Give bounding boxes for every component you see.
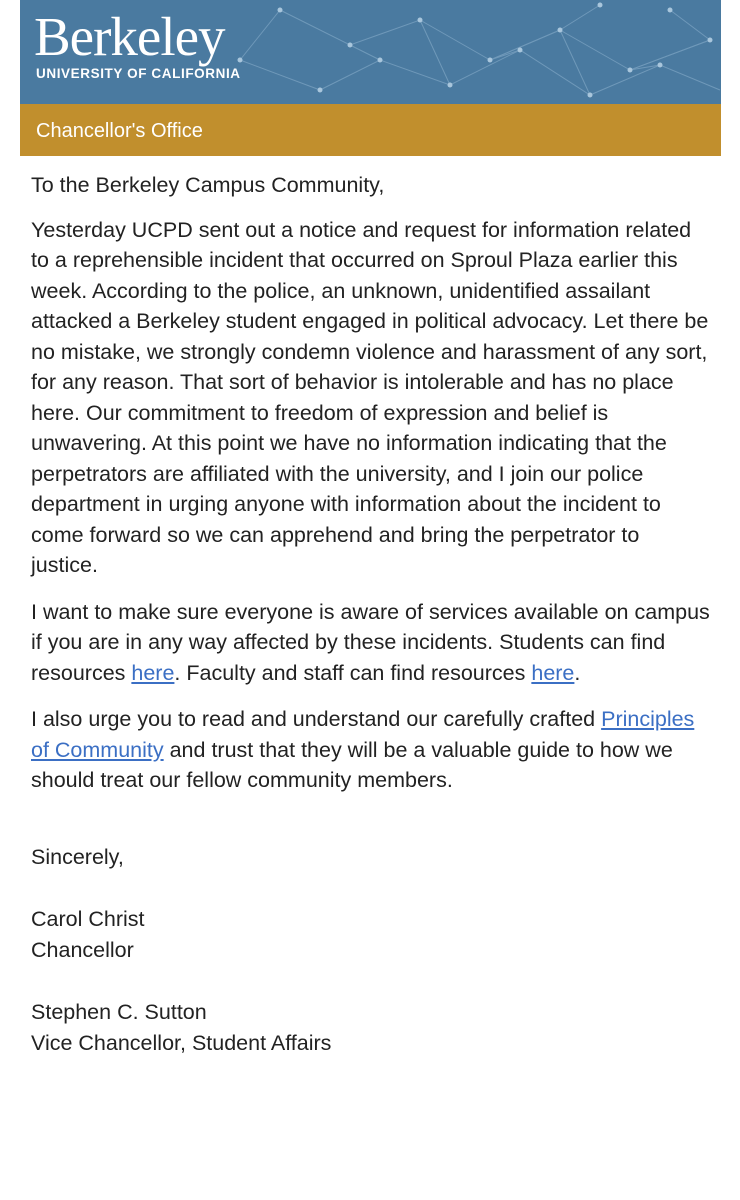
letter-paragraph-1: Yesterday UCPD sent out a notice and request for information related to a reprehensible incident that occurred on Sproul Plaza earlier this week. According to the police, an unknown, unidentified assailant attacked a Berkeley student engaged in political advocacy. Let there be no mistake, we strongly condemn violence and harassment of any sort, for any reason. That sort of behavior is intolerable and has no place here. Our commitment to freedom of expression and belief is unwavering. At this point we have no information indicating that the perpetrators are affiliated with the university, and I join our police department in urging anyone with information about the incident to come forward so we can apprehend and bring the perpetrator to justice. [31, 217, 709, 577]
paragraph-3-text-b: and trust that they will be a valuable guide to how we should treat our fellow community members. [31, 737, 673, 792]
students-resources-link[interactable]: here [131, 660, 175, 685]
letter-body [31, 170, 711, 1074]
logo-subtitle: UNIVERSITY OF CALIFORNIA [36, 66, 241, 81]
faculty-staff-resources-link[interactable]: here [531, 660, 575, 685]
paragraph-3-text-a: I also urge you to read and understand our carefully crafted [31, 707, 602, 731]
paragraph-2-text-b: . Faculty and staff can find resources [174, 660, 532, 685]
logo-wordmark: Berkeley [34, 6, 225, 67]
signer-2 [31, 997, 711, 1058]
signer-2-title: Vice Chancellor, Student Affairs [31, 1030, 332, 1055]
letter-paragraph-3 [31, 704, 711, 796]
signer-1-title: Chancellor [31, 937, 134, 962]
letter-paragraph-2 [31, 597, 711, 689]
paragraph-2-text-c: . [574, 660, 581, 685]
principles-of-community-link[interactable]: Principles of Community [31, 707, 695, 762]
letter-closing: Sincerely, [31, 844, 124, 869]
berkeley-logo [34, 8, 241, 81]
paragraph-2-text-a: I want to make sure everyone is aware of services available on campus if you are in any way affected by these incidents. Students can find resources [31, 599, 710, 685]
office-label: Chancellor's Office [36, 120, 203, 142]
berkeley-header-banner [20, 0, 721, 104]
signer-2-name: Stephen C. Sutton [31, 1000, 207, 1024]
signer-1-name: Carol Christ [31, 907, 145, 931]
office-bar [20, 104, 721, 156]
signer-1 [31, 904, 711, 965]
letter-greeting: To the Berkeley Campus Community, [31, 173, 385, 197]
